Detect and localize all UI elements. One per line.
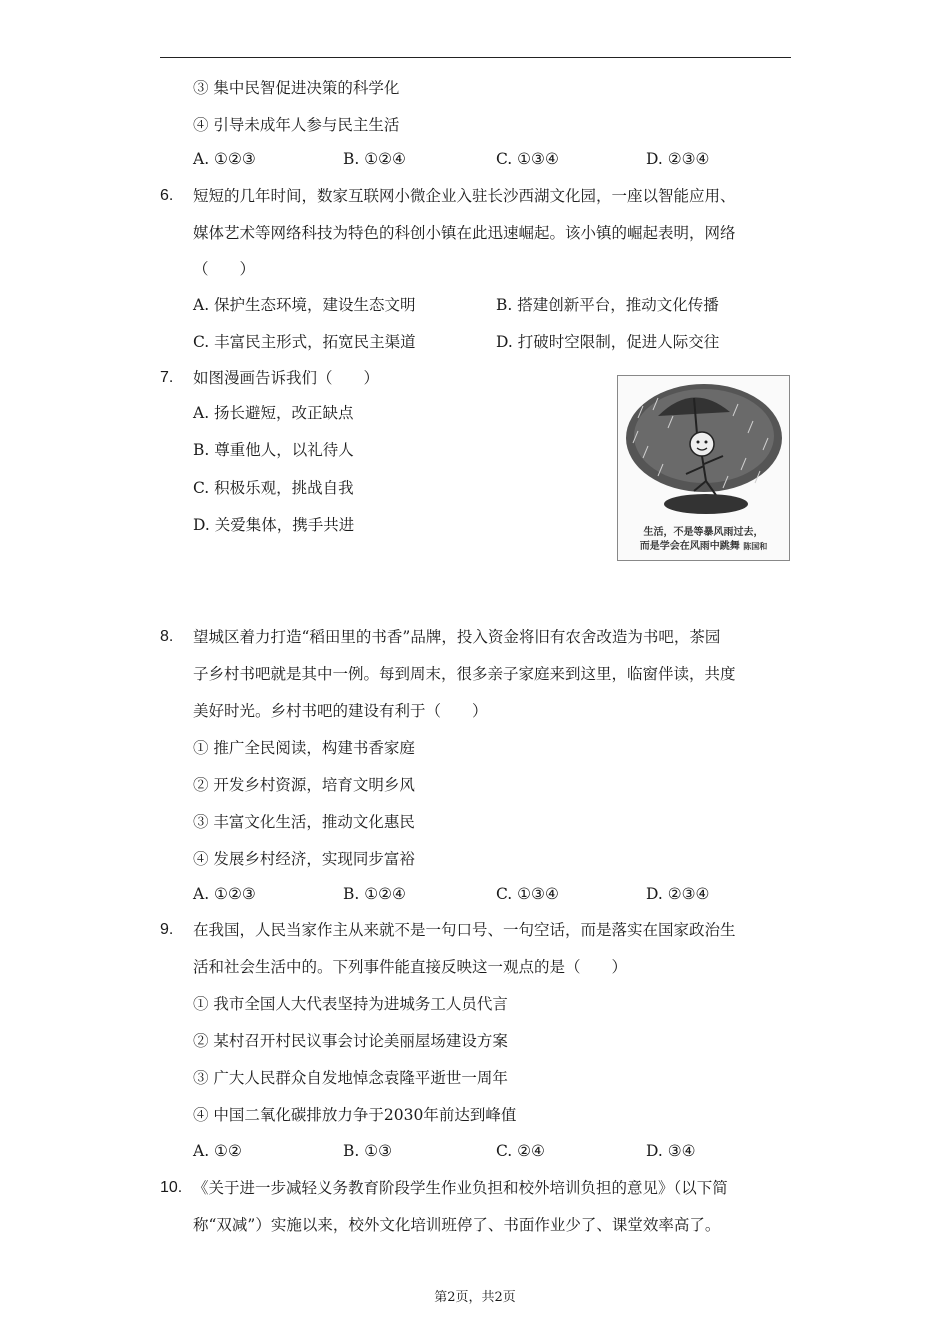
- q8-item-3: ③ 丰富文化生活，推动文化惠民: [193, 813, 415, 831]
- q8-item-1: ① 推广全民阅读，构建书香家庭: [193, 739, 415, 757]
- q6-choice-b[interactable]: B. 搭建创新平台，推动文化传播: [496, 296, 719, 314]
- page-footer: 第2页，共2页: [434, 1290, 516, 1305]
- q9-choice-c[interactable]: C. ②④: [496, 1142, 545, 1160]
- q8-item-4: ④ 发展乡村经济，实现同步富裕: [193, 850, 415, 868]
- prev-choice-b[interactable]: B. ①②④: [343, 150, 406, 168]
- header-rule: [160, 57, 791, 58]
- q6-stem-line-2: 媒体艺术等网络科技为特色的科创小镇在此迅速崛起。该小镇的崛起表明，网络: [193, 224, 736, 242]
- prev-choice-c[interactable]: C. ①③④: [496, 150, 559, 168]
- q8-stem-line-1: 望城区着力打造“稻田里的书香”品牌，投入资金将旧有农舍改造为书吧，茶园: [193, 628, 721, 646]
- q9-item-1: ① 我市全国人大代表坚持为进城务工人员代言: [193, 995, 508, 1013]
- q8-stem-line-2: 子乡村书吧就是其中一例。每到周末，很多亲子家庭来到这里，临窗伴读，共度: [193, 665, 736, 683]
- cartoon-author: 陈国和: [743, 542, 768, 551]
- q9-item-4: ④ 中国二氧化碳排放力争于2030年前达到峰值: [193, 1106, 517, 1124]
- q9-stem-line-1: 在我国，人民当家作主从来就不是一句口号、一句空话，而是落实在国家政治生: [193, 921, 736, 939]
- q6-choice-d[interactable]: D. 打破时空限制，促进人际交往: [496, 333, 720, 351]
- q7-choice-b[interactable]: B. 尊重他人，以礼待人: [193, 441, 354, 459]
- prev-item-3: ③ 集中民智促进决策的科学化: [193, 79, 400, 97]
- q7-choice-d[interactable]: D. 关爱集体，携手共进: [193, 516, 355, 534]
- question-number-9: 9.: [160, 921, 174, 938]
- q9-item-2: ② 某村召开村民议事会讨论美丽屋场建设方案: [193, 1032, 508, 1050]
- q9-choice-b[interactable]: B. ①③: [343, 1142, 393, 1160]
- prev-choice-d[interactable]: D. ②③④: [646, 150, 710, 168]
- q6-stem-line-1: 短短的几年时间，数家互联网小微企业入驻长沙西湖文化园，一座以智能应用、: [193, 187, 736, 205]
- cartoon-caption-line-2: 而是学会在风雨中跳舞 陈国和: [639, 541, 768, 552]
- q9-choice-a[interactable]: A. ①②: [193, 1142, 242, 1160]
- prev-choice-a[interactable]: A. ①②③: [193, 150, 256, 168]
- q8-choice-c[interactable]: C. ①③④: [496, 885, 559, 903]
- cartoon-caption: [622, 526, 785, 554]
- q7-choice-a[interactable]: A. 扬长避短，改正缺点: [193, 404, 354, 422]
- q8-choice-d[interactable]: D. ②③④: [646, 885, 710, 903]
- question-number-10: 10.: [160, 1179, 183, 1196]
- q7-choice-c[interactable]: C. 积极乐观，挑战自我: [193, 479, 354, 497]
- q6-choice-c[interactable]: C. 丰富民主形式，拓宽民主渠道: [193, 333, 416, 351]
- q7-stem: 如图漫画告诉我们（ ）: [193, 369, 380, 387]
- q8-choice-b[interactable]: B. ①②④: [343, 885, 406, 903]
- q9-choice-d[interactable]: D. ③④: [646, 1142, 696, 1160]
- prev-item-4: ④ 引导未成年人参与民主生活: [193, 116, 400, 134]
- q9-item-3: ③ 广大人民群众自发地悼念袁隆平逝世一周年: [193, 1069, 508, 1087]
- q10-stem-line-1: 《关于进一步减轻义务教育阶段学生作业负担和校外培训负担的意见》（以下简: [193, 1179, 728, 1197]
- q9-stem-line-2: 活和社会生活中的。下列事件能直接反映这一观点的是（ ）: [193, 958, 628, 976]
- q10-stem-line-2: 称“双减”）实施以来，校外文化培训班停了、书面作业少了、课堂效率高了。: [193, 1216, 721, 1234]
- q8-item-2: ② 开发乡村资源，培育文明乡风: [193, 776, 415, 794]
- question-number-8: 8.: [160, 628, 174, 645]
- question-number-7: 7.: [160, 369, 174, 386]
- q6-stem-line-3: （ ）: [193, 260, 256, 278]
- q6-choice-a[interactable]: A. 保护生态环境，建设生态文明: [193, 296, 416, 314]
- question-number-6: 6.: [160, 187, 174, 204]
- q8-stem-line-3: 美好时光。乡村书吧的建设有利于（ ）: [193, 702, 488, 720]
- cartoon-image: [617, 375, 790, 561]
- cartoon-caption-line-1: 生活，不是等暴风雨过去，: [643, 527, 764, 538]
- q8-choice-a[interactable]: A. ①②③: [193, 885, 256, 903]
